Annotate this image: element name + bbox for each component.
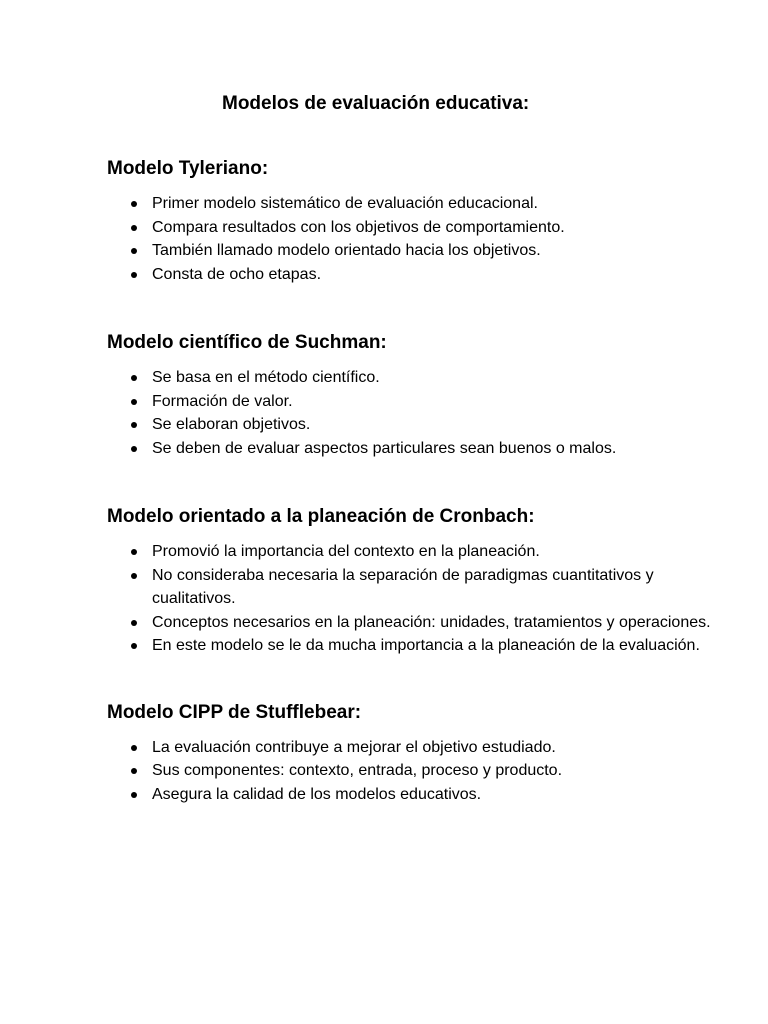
bullet-icon — [131, 225, 137, 231]
list-item — [107, 263, 712, 287]
bullet-list-suchman — [107, 366, 668, 460]
bullet-icon — [131, 620, 137, 626]
list-item — [107, 564, 712, 611]
section-heading-stufflebear: Modelo CIPP de Stufflebear: — [107, 701, 362, 723]
bullet-icon — [131, 643, 137, 649]
bullet-list-cronbach — [107, 540, 711, 658]
list-item-text: Se elaboran objetivos. — [152, 416, 311, 433]
list-item — [107, 413, 712, 437]
list-item — [107, 239, 712, 263]
bullet-list-tyleriano — [107, 192, 668, 286]
bullet-icon — [131, 745, 137, 751]
list-item-text: Compara resultados con los objetivos de comportamiento. — [152, 218, 565, 236]
list-item-text: También llamado modelo orientado hacia los objetivos. — [152, 242, 541, 259]
section-heading-suchman: Modelo científico de Suchman: — [107, 332, 387, 353]
bullet-icon — [131, 446, 137, 452]
list-item-text: Primer modelo sistemático de evaluación educacional. — [152, 195, 538, 212]
list-item — [107, 216, 712, 240]
section-heading-cronbach: Modelo orientado a la planeación de Cronbach: — [107, 506, 535, 527]
list-item — [107, 611, 712, 635]
bullet-icon — [131, 768, 137, 774]
section-heading-tyleriano: Modelo Tyleriano: — [107, 158, 269, 179]
bullet-icon — [131, 272, 137, 278]
list-item-text: Consta de ocho etapas. — [152, 265, 322, 283]
list-item-text: En este modelo se le da mucha importancia a la planeación de la evaluación. — [152, 637, 700, 654]
list-item — [107, 759, 712, 783]
bullet-icon — [131, 201, 137, 207]
list-item-text: No consideraba necesaria la separación de paradigmas cuantitativos y cualitativos. — [152, 566, 654, 607]
list-item-text: Asegura la calidad de los modelos educativos. — [152, 785, 482, 803]
list-item-text: Formación de valor. — [152, 392, 293, 410]
list-item-text: Se basa en el método científico. — [152, 369, 380, 386]
list-item-text: Sus componentes: contexto, entrada, proceso y producto. — [152, 762, 563, 779]
document-title: Modelos de evaluación educativa: — [222, 93, 530, 114]
bullet-icon — [131, 549, 137, 555]
list-item — [107, 437, 712, 461]
list-item-text: Conceptos necesarios en la planeación: unidades, tratamientos y operaciones. — [152, 613, 711, 631]
list-item — [107, 540, 712, 564]
bullet-icon — [131, 375, 137, 381]
list-item-text: Se deben de evaluar aspectos particulares sean buenos o malos. — [152, 439, 617, 457]
bullet-icon — [131, 248, 137, 254]
list-item-text: La evaluación contribuye a mejorar el objetivo estudiado. — [152, 738, 556, 756]
list-item-text: Promovió la importancia del contexto en la planeación. — [152, 543, 540, 560]
bullet-icon — [131, 399, 137, 405]
bullet-icon — [131, 792, 137, 798]
list-item — [107, 390, 712, 414]
list-item — [107, 192, 712, 216]
list-item — [107, 366, 712, 390]
bullet-icon — [131, 573, 137, 579]
list-item — [107, 634, 712, 658]
bullet-list-stufflebear — [107, 736, 668, 807]
list-item — [107, 783, 712, 807]
bullet-icon — [131, 422, 137, 428]
list-item — [107, 736, 712, 760]
